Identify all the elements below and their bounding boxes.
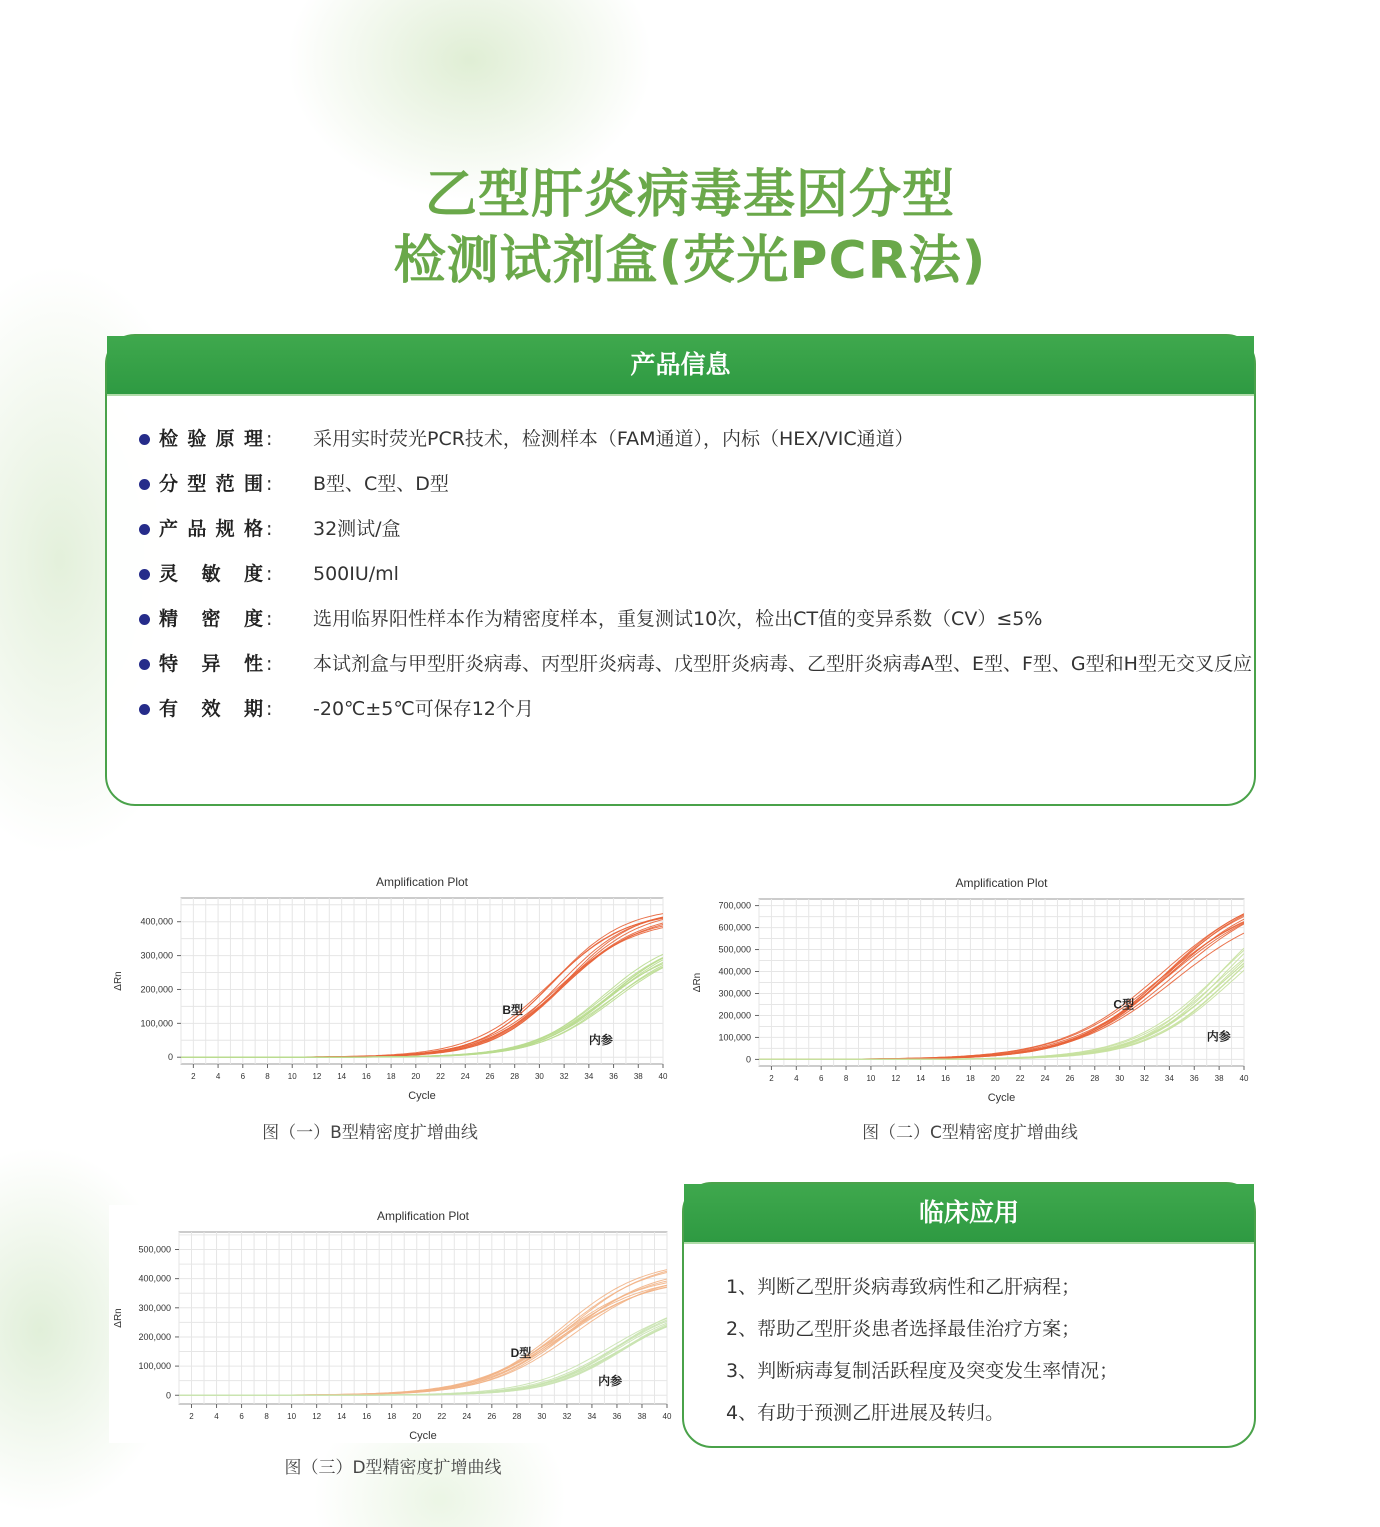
x-tick-label: 38 [637,1412,647,1421]
x-tick-label: 2 [191,1072,196,1081]
y-tick-label: 200,000 [138,1331,171,1342]
amplification-chart-d [109,1205,672,1443]
chart-d-svg [109,1205,672,1443]
x-tick-label: 24 [1040,1074,1050,1083]
y-tick-label: 200,000 [140,984,173,995]
x-tick-label: 34 [1164,1074,1174,1083]
info-item-specificity [135,651,1254,677]
amplification-chart-c [688,866,1254,1106]
info-colon: : [266,518,273,540]
x-tick-label: 20 [411,1072,421,1081]
info-value: 选用临界阳性样本作为精密度样本，重复测试10次，检出CT值的变异系数（CV）≤5% [313,608,1043,630]
y-tick-label: 400,000 [140,916,173,927]
y-tick-label: 300,000 [718,988,751,999]
plot-area [179,1232,667,1404]
x-tick-label: 22 [1015,1074,1025,1083]
x-axis-label: Cycle [987,1092,1016,1104]
bullet-icon [139,659,150,670]
x-tick-label: 32 [1140,1074,1149,1083]
bullet-icon [139,524,150,535]
clinical-header: 临床应用 [684,1184,1254,1242]
x-tick-label: 10 [287,1412,297,1421]
x-tick-label: 8 [843,1074,849,1083]
clinical-item: 2、帮助乙型肝炎患者选择最佳治疗方案； [726,1318,1081,1340]
product-info-panel [105,334,1256,806]
chart-title: Amplification Plot [375,875,469,889]
bullet-icon [139,614,150,625]
y-tick-label: 100,000 [138,1361,171,1372]
info-value: 500IU/ml [313,563,399,585]
chart-d-caption: 图（三）D型精密度扩增曲线 [284,1458,502,1478]
bullet-icon [139,479,150,490]
x-tick-label: 34 [587,1412,597,1421]
y-tick-label: 100,000 [718,1032,751,1043]
x-tick-label: 24 [460,1072,470,1081]
info-colon: : [266,473,273,495]
x-tick-label: 12 [312,1412,322,1421]
info-item-sensitivity [135,561,1254,587]
x-tick-label: 4 [214,1412,219,1421]
clinical-list [684,1244,1254,1426]
x-tick-label: 28 [510,1072,520,1081]
info-colon: : [266,563,273,585]
x-tick-label: 22 [437,1412,447,1421]
title-line-1: 乙型肝炎病毒基因分型 [424,165,955,225]
info-colon: : [266,428,273,450]
y-tick-label: 500,000 [138,1244,171,1255]
info-label: 有效期 [159,698,263,720]
bullet-icon [139,434,150,445]
x-tick-label: 6 [240,1072,246,1081]
x-tick-label: 14 [916,1074,926,1083]
y-tick-label: 0 [167,1052,173,1063]
series-label: 内参 [1206,1029,1231,1044]
chart-title: Amplification Plot [376,1209,470,1223]
chart-c-svg [688,866,1254,1106]
x-tick-label: 40 [1239,1074,1249,1083]
x-tick-label: 12 [312,1072,322,1081]
x-tick-label: 4 [215,1072,221,1081]
x-tick-label: 28 [1090,1074,1100,1083]
x-tick-label: 36 [1189,1074,1199,1083]
info-value: -20℃±5℃可保存12个月 [313,698,534,720]
info-value: 本试剂盒与甲型肝炎病毒、丙型肝炎病毒、戊型肝炎病毒、乙型肝炎病毒A型、E型、F型、G型和H型无交叉反应 [313,653,1252,675]
y-tick-label: 400,000 [138,1273,171,1284]
product-info-list [107,396,1254,722]
clinical-item: 4、有助于预测乙肝进展及转归。 [726,1402,1005,1424]
x-tick-label: 26 [1065,1074,1075,1083]
clinical-panel [682,1182,1256,1448]
x-tick-label: 30 [1115,1074,1125,1083]
y-tick-label: 700,000 [718,900,751,911]
x-tick-label: 18 [387,1412,397,1421]
x-tick-label: 16 [362,1412,372,1421]
info-value: 采用实时荧光PCR技术，检测样本（FAM通道），内标（HEX/VIC通道） [313,428,914,450]
chart-c-caption: 图（二）C型精密度扩增曲线 [862,1123,1078,1143]
clinical-item: 3、判断病毒复制活跃程度及突变发生率情况； [726,1360,1119,1382]
y-axis-label: ΔRn [113,971,124,991]
bullet-icon [139,704,150,715]
y-axis-label: ΔRn [692,972,703,993]
page-title [0,162,1380,294]
series-label: D型 [510,1345,532,1360]
x-tick-label: 30 [537,1412,547,1421]
x-tick-label: 2 [189,1412,194,1421]
amplification-chart-b [109,866,669,1106]
y-tick-label: 0 [165,1390,171,1401]
info-label: 产品规格 [159,518,263,540]
clinical-item: 1、判断乙型肝炎病毒致病性和乙肝病程； [726,1276,1081,1298]
info-item-validity [135,696,1254,722]
x-tick-label: 14 [337,1072,347,1081]
product-info-header: 产品信息 [107,336,1254,394]
x-tick-label: 8 [265,1072,270,1081]
x-tick-label: 30 [534,1072,544,1081]
info-label: 分型范围 [159,473,263,495]
title-line-2: 检测试剂盒(荧光PCR法) [393,231,987,291]
bullet-icon [139,569,150,580]
x-tick-label: 2 [769,1074,774,1083]
x-tick-label: 16 [941,1074,950,1083]
x-tick-label: 6 [239,1412,244,1421]
x-tick-label: 20 [412,1412,422,1421]
x-tick-label: 8 [264,1412,269,1421]
info-label: 特异性 [159,653,263,675]
x-tick-label: 32 [559,1072,569,1081]
info-colon: : [266,698,273,720]
x-tick-label: 36 [609,1072,619,1081]
info-item-range [135,471,1254,497]
series-label: 内参 [598,1373,623,1388]
x-tick-label: 10 [287,1072,297,1081]
y-tick-label: 200,000 [718,1010,751,1021]
x-tick-label: 24 [462,1412,472,1421]
x-tick-label: 38 [1214,1074,1224,1083]
x-tick-label: 4 [794,1074,799,1083]
info-item-spec [135,516,1254,542]
x-tick-label: 6 [818,1074,824,1083]
info-colon: : [266,653,273,675]
x-tick-label: 10 [866,1074,876,1083]
x-tick-label: 22 [436,1072,445,1081]
x-axis-label: Cycle [409,1430,437,1442]
info-item-precision [135,606,1254,632]
chart-title: Amplification Plot [955,876,1048,890]
info-colon: : [266,608,273,630]
y-axis-label: ΔRn [113,1308,124,1328]
x-tick-label: 12 [891,1074,901,1083]
y-tick-label: 500,000 [718,944,751,955]
info-label: 灵敏度 [159,563,263,585]
info-label: 检验原理 [159,428,263,450]
x-tick-label: 34 [584,1072,594,1081]
chart-b-svg [109,866,669,1106]
x-tick-label: 18 [965,1074,975,1083]
x-tick-label: 26 [487,1412,497,1421]
x-tick-label: 26 [485,1072,495,1081]
header-divider [107,394,1254,396]
x-tick-label: 40 [658,1072,668,1081]
series-label: B型 [502,1003,524,1018]
x-tick-label: 18 [386,1072,396,1081]
y-tick-label: 0 [745,1054,751,1065]
x-tick-label: 20 [990,1074,1000,1083]
info-value: 32测试/盒 [313,518,401,540]
x-axis-label: Cycle [408,1090,436,1102]
y-tick-label: 100,000 [140,1018,173,1029]
x-tick-label: 14 [337,1412,347,1421]
info-label: 精密度 [159,608,263,630]
y-tick-label: 300,000 [138,1302,171,1313]
series-label: 内参 [588,1032,613,1047]
x-tick-label: 32 [562,1412,572,1421]
x-tick-label: 40 [662,1412,672,1421]
y-tick-label: 300,000 [140,950,173,961]
y-tick-label: 600,000 [718,922,751,933]
x-tick-label: 16 [361,1072,371,1081]
x-tick-label: 28 [512,1412,522,1421]
x-tick-label: 38 [633,1072,643,1081]
series-label: C型 [1113,997,1135,1012]
info-value: B型、C型、D型 [313,473,449,495]
header-divider [684,1242,1254,1244]
x-tick-label: 36 [612,1412,622,1421]
info-item-principle [135,426,1254,452]
chart-b-caption: 图（一）B型精密度扩增曲线 [262,1123,478,1143]
y-tick-label: 400,000 [718,966,751,977]
